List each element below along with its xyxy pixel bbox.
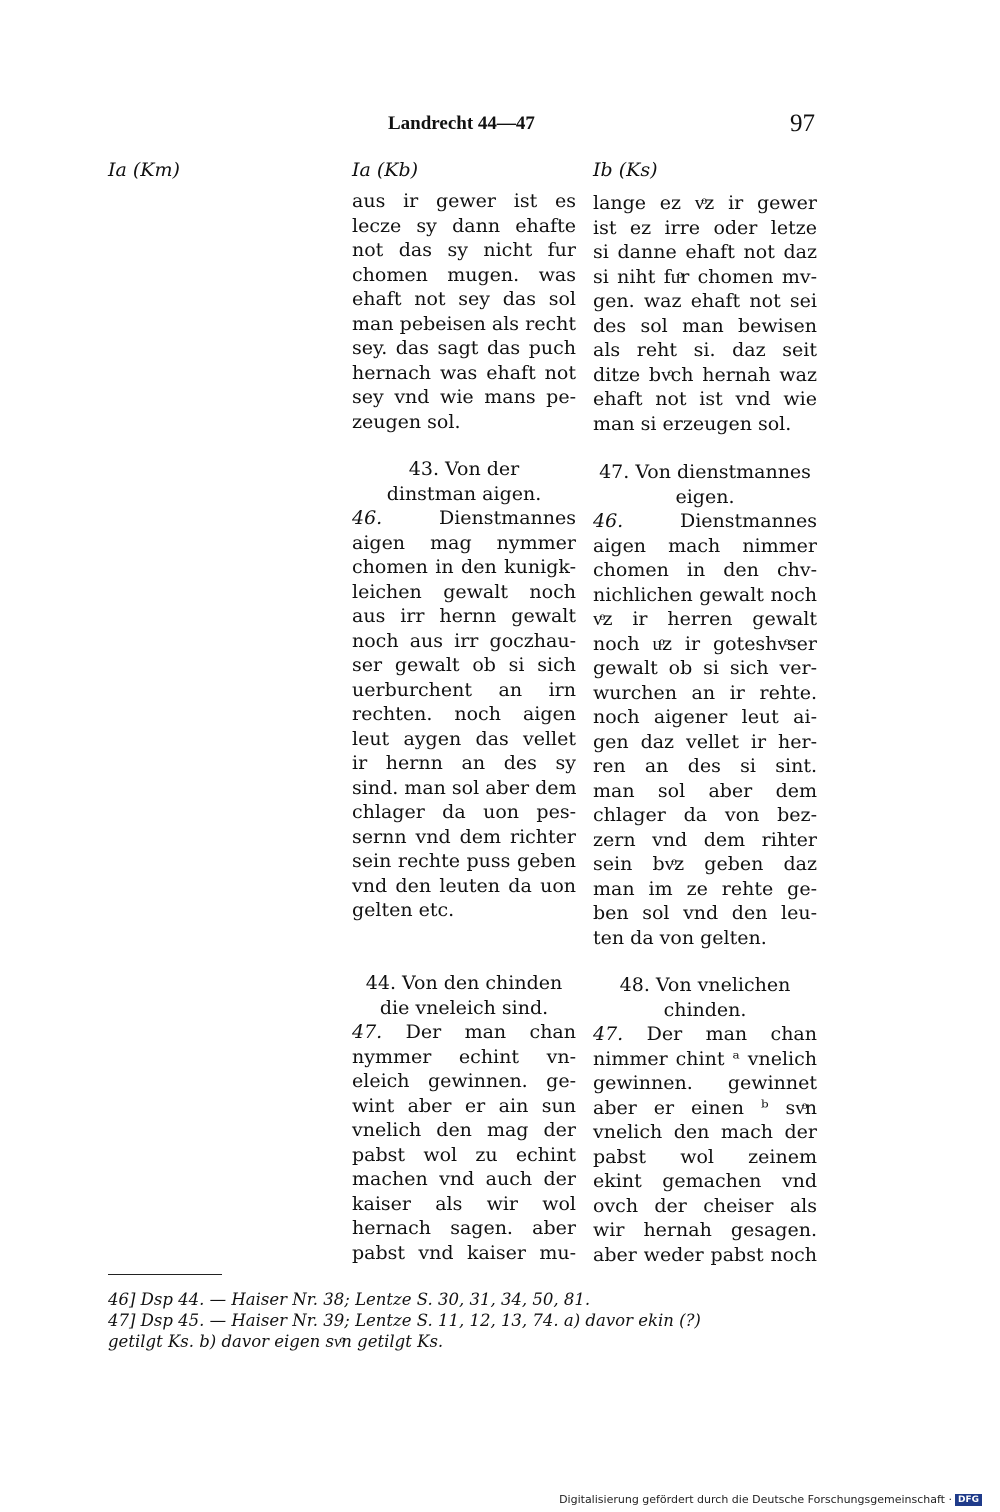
text-line: vnelich den mag der: [352, 1119, 576, 1141]
section-first-words: Dienstmannes: [439, 507, 576, 529]
text-line: man im ze rehte ge-: [593, 877, 817, 900]
text-line: noch aigener leut ai-: [593, 706, 817, 728]
text-line: chomen in den chv-: [593, 559, 817, 581]
section-title: 44. Von den chinden: [365, 972, 563, 994]
section-first-line: [352, 1020, 576, 1045]
text-line: not das sy nicht fur: [352, 239, 576, 261]
footnotes: [108, 1289, 820, 1352]
text-line: leichen gewalt noch: [352, 580, 576, 603]
section-first-words: Dienstmannes: [680, 510, 817, 532]
text-line: si danne ehaft not daz: [593, 241, 817, 263]
column-heading-km: Ia (Km): [108, 159, 180, 181]
text-line: noch uͦz ir goteshvͦser: [593, 632, 817, 655]
ks-text-block-top: [593, 191, 817, 436]
text-line: pabst wol zeinem: [593, 1145, 817, 1168]
text-line: lange ez vͦz ir gewer: [593, 192, 817, 214]
text-line: aigen mach nimmer: [593, 534, 817, 557]
section-title: chinden.: [663, 998, 747, 1021]
column-heading-ks: Ib (Ks): [593, 159, 658, 181]
text-line: chomen in den kunigk-: [352, 556, 576, 578]
text-line: zern vnd dem rihter: [593, 828, 817, 851]
text-line: man si erzeugen sol.: [593, 412, 792, 435]
text-line: man pebeisen als recht: [352, 312, 576, 335]
footnote-line: getilgt Ks. b) davor eigen svͦn getilgt Ks.: [108, 1332, 444, 1351]
text-line: ovch der cheiser als: [593, 1194, 817, 1217]
footnote-line: 46] Dsp 44. — Haiser Nr. 38; Lentze S. 30, 31, 34, 50, 81.: [108, 1290, 591, 1309]
text-line: leut aygen das vellet: [352, 727, 576, 750]
ks-section-46: [593, 460, 817, 950]
text-line: gen daz vellet ir her-: [593, 730, 817, 753]
text-line: aigen mag nymmer: [352, 531, 576, 554]
section-title: 48. Von vnelichen: [619, 974, 791, 996]
section-title: eigen.: [675, 485, 735, 508]
text-line: aber weder pabst noch: [593, 1243, 817, 1266]
text-line: sein rechte puss geben: [352, 850, 576, 872]
section-number: 46.: [593, 510, 624, 532]
section-title: 47. Von dienstmannes: [599, 461, 811, 483]
text-line: pabst vnd kaiser mu-: [352, 1241, 576, 1264]
text-line: hernach was ehaft not: [352, 361, 576, 384]
footnote-divider: [108, 1274, 222, 1275]
text-line: gewalt ob si sich ver-: [593, 657, 817, 679]
text-line: eleich gewinnen. ge-: [352, 1070, 576, 1092]
text-line: des sol man bewisen: [593, 314, 817, 337]
page-number: 97: [790, 110, 815, 137]
text-line: nymmer echint vn-: [352, 1045, 576, 1068]
text-line: man sol aber dem: [593, 779, 817, 802]
text-line: wir hernah gesagen.: [593, 1219, 817, 1241]
section-number: 47.: [352, 1021, 383, 1043]
text-line: pabst wol zu echint: [352, 1143, 576, 1166]
text-line: rechten. noch aigen: [352, 703, 576, 725]
text-line: si niht fuͦr chomen mv-: [593, 265, 817, 288]
text-line: ir hernn an des sy: [352, 752, 576, 774]
text-line: aber er einen ᵇ svͦn: [593, 1096, 817, 1119]
text-line: chomen mugen. was: [352, 263, 576, 286]
kb-section-46: [352, 457, 576, 923]
text-line: sey. das sagt das puch: [352, 337, 576, 359]
section-number: 47.: [593, 1023, 624, 1045]
section-number: 46.: [352, 507, 383, 529]
text-line: ehaft not ist vnd wie: [593, 388, 817, 410]
text-line: ekint gemachen vnd: [593, 1170, 817, 1192]
page-header-title: Landrecht 44—47: [388, 113, 535, 134]
text-line: machen vnd auch der: [352, 1168, 576, 1190]
text-line: ditze bvͦch hernah waz: [593, 363, 817, 386]
text-line: ser gewalt ob si sich: [352, 654, 576, 676]
text-line: uerburchent an irn: [352, 678, 576, 701]
text-line: vnelich den mach der: [593, 1121, 817, 1143]
text-line: wint aber er ain sun: [352, 1094, 576, 1117]
text-line: ehaft not sey das sol: [352, 288, 576, 310]
kb-text-block-top: [352, 189, 576, 434]
text-line: vͦz ir herren gewalt: [593, 608, 817, 630]
section-first-words: Der man chan: [646, 1023, 817, 1045]
text-line: ben sol vnd den leu-: [593, 902, 817, 924]
text-line: als reht si. daz seit: [593, 339, 817, 361]
text-line: chlager da uon pes-: [352, 801, 576, 823]
section-first-line: [352, 506, 576, 531]
text-line: ren an des si sint.: [593, 755, 817, 777]
text-line: gewinnen. gewinnet: [593, 1072, 817, 1094]
text-line: hernach sagen. aber: [352, 1217, 576, 1239]
ks-section-47: [593, 973, 817, 1267]
text-line: lecze sy dann ehafte: [352, 214, 576, 237]
section-title: dinstman aigen.: [386, 482, 542, 505]
text-line: aus ir gewer ist es: [352, 190, 576, 212]
text-line: sind. man sol aber dem: [352, 776, 577, 799]
text-line: sernn vnd dem richter: [352, 825, 576, 848]
text-line: vnd den leuten da uon: [352, 874, 576, 897]
text-line: sein bvͦz geben daz: [593, 853, 817, 875]
text-line: ist ez irre oder letze: [593, 216, 817, 239]
section-first-line: [593, 509, 817, 534]
text-line: nichlichen gewalt noch: [593, 583, 817, 606]
text-line: ten da von gelten.: [593, 926, 767, 949]
text-line: gelten etc.: [352, 899, 455, 921]
credit-text: Digitalisierung gefördert durch die Deutsche Forschungsgemeinschaft ·: [559, 1493, 952, 1506]
text-line: gen. waz ehaft not sei: [593, 290, 817, 312]
section-title: die vneleich sind.: [379, 996, 549, 1019]
kb-section-47: [352, 971, 576, 1265]
text-line: kaiser als wir wol: [352, 1192, 576, 1215]
dfg-logo: DFG: [955, 1494, 982, 1506]
footnote-line: 47] Dsp 45. — Haiser Nr. 39; Lentze S. 11, 12, 13, 74. a) davor ekin (?): [108, 1311, 701, 1330]
text-line: zeugen sol.: [352, 410, 461, 433]
digitization-credit: [559, 1493, 982, 1506]
text-line: noch aus irr goczhau-: [352, 629, 576, 652]
text-line: nimmer chint ᵃ vnelich: [593, 1047, 817, 1070]
section-title: 43. Von der: [408, 458, 520, 480]
column-heading-kb: Ia (Kb): [352, 159, 419, 181]
text-line: sey vnd wie mans pe-: [352, 386, 576, 408]
section-first-words: Der man chan: [405, 1021, 576, 1043]
text-line: aus irr hernn gewalt: [352, 605, 576, 627]
section-first-line: [593, 1022, 817, 1047]
text-line: chlager da von bez-: [593, 804, 817, 826]
text-line: wurchen an ir rehte.: [593, 681, 817, 704]
